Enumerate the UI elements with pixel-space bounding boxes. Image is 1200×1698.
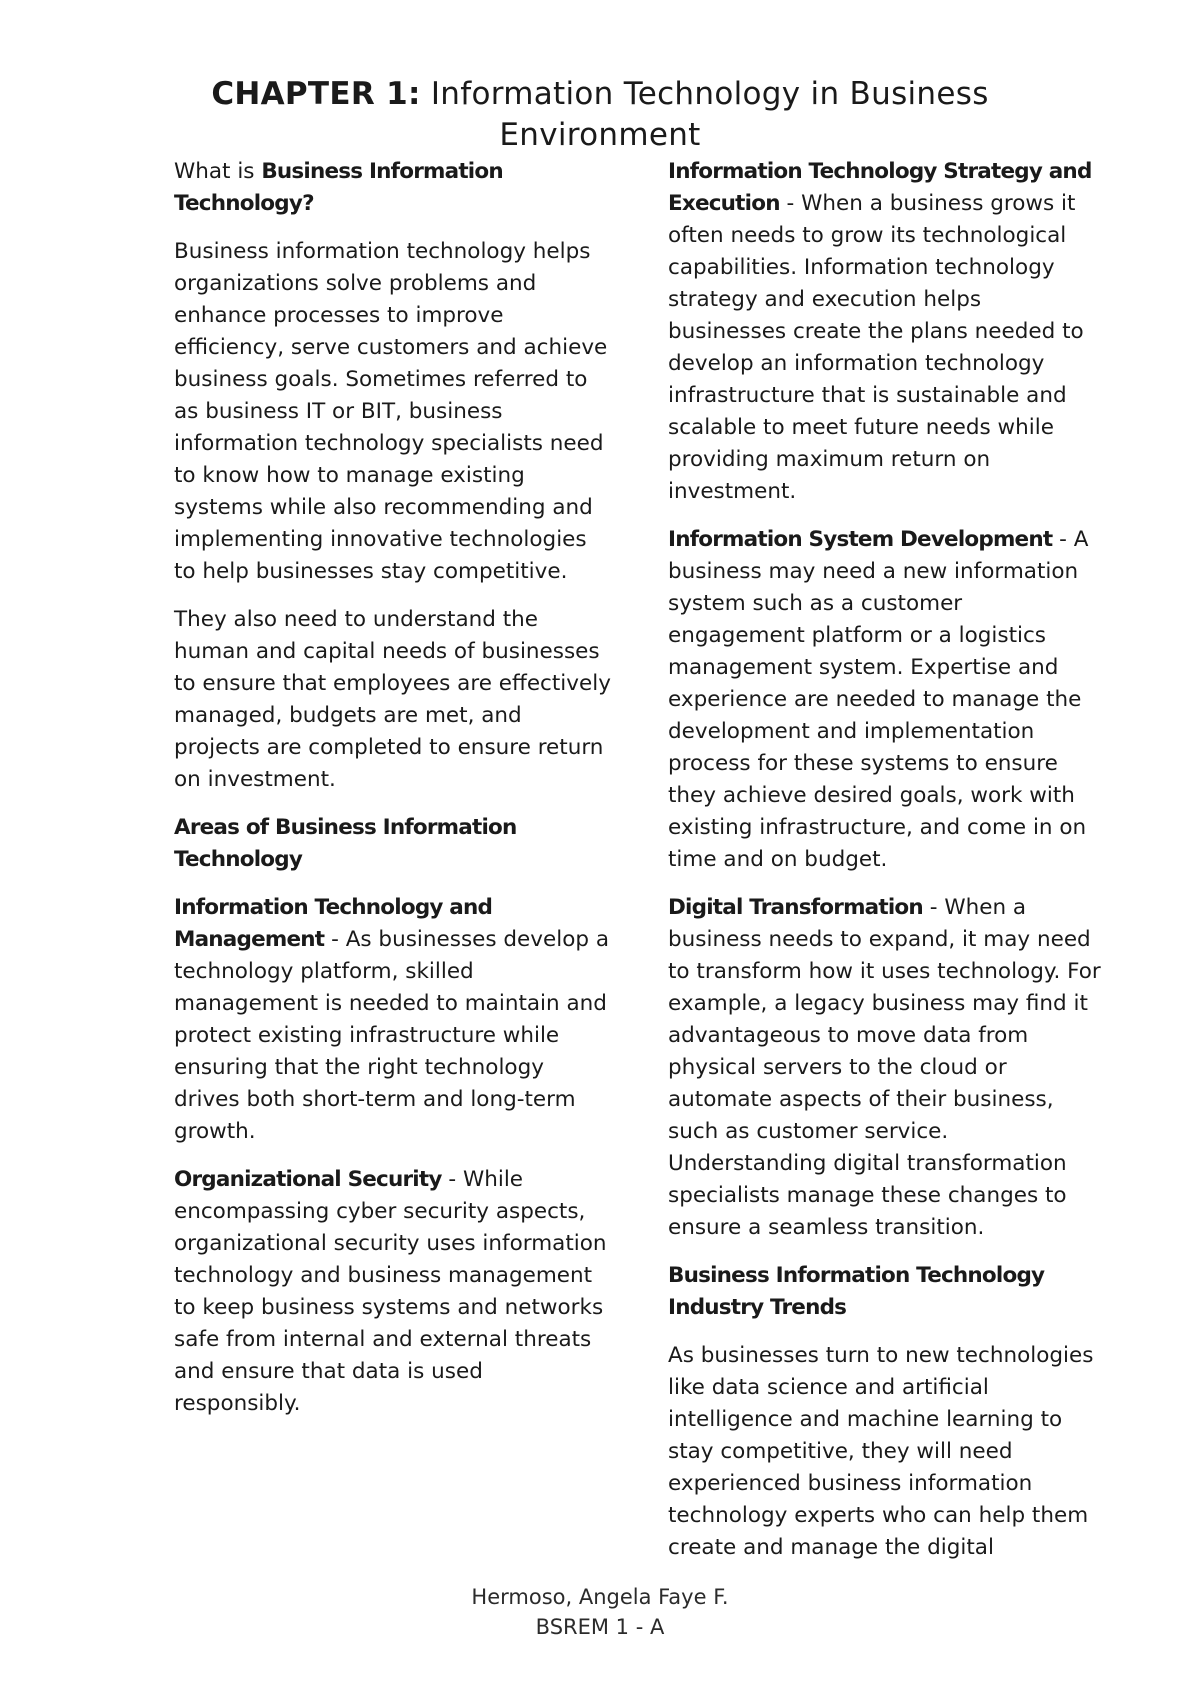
page-footer: [300, 1582, 900, 1642]
itm-paragraph: [174, 892, 612, 1148]
trends-paragraph: As businesses turn to new technologies like data science and artificial intelligence and machine learning to stay competitive, they will need experienced business information technology experts who can help them create and manage the digital: [668, 1343, 1094, 1560]
chapter-label: CHAPTER 1:: [211, 76, 421, 112]
author-name: Hermoso, Angela Faye F.: [471, 1585, 729, 1609]
security-text: - While encompassing cyber security aspects, organizational security uses information technology and business management to keep business systems and networks safe from internal and external threats and ensure that data is used responsibly.: [174, 1167, 607, 1416]
itm-text: - As businesses develop a technology platform, skilled management is needed to maintain and protect existing infrastructure while ensuring that the right technology drives both short-term and long-term growth.: [174, 927, 610, 1144]
chapter-title: [150, 74, 1050, 156]
itm-term: Information Technology and Management: [174, 895, 493, 952]
chapter-title-text: Information Technology in Business Environment: [420, 76, 989, 153]
right-column: [668, 156, 1104, 1580]
security-paragraph: [174, 1164, 612, 1420]
dt-term: Digital Transformation: [668, 895, 923, 920]
isd-term: Information System Development: [668, 527, 1053, 552]
question-bold: Business Information Technology?: [174, 159, 503, 216]
dt-text: - When a business needs to expand, it may need to transform how it uses technology. For example, a legacy business may find it advantageous to move data from physical servers to the cloud or automate aspects of their business, such as customer service. Understanding digital transformation specialists manage these changes to ensure a seamless transition.: [668, 895, 1101, 1240]
question-heading: [174, 156, 612, 220]
intro-paragraph: Business information technology helps organizations solve problems and enhance processes to improve efficiency, serve customers and achieve business goals. Sometimes referred to as business IT or BIT, business information technology specialists need to know how to manage existing systems while also recommending and implementing innovative technologies to help businesses stay competitive.: [174, 239, 608, 584]
second-paragraph: They also need to understand the human and capital needs of businesses to ensure that employees are effectively managed, budgets are met, and projects are completed to ensure return on investment.: [174, 607, 611, 792]
trends-heading: Business Information Technology Industry Trends: [668, 1263, 1045, 1320]
isd-paragraph: [668, 524, 1104, 876]
isd-text: - A business may need a new information system such as a customer engagement platform or a logistics management system. Expertise and experience are needed to manage the development and implementation process for these systems to ensure they achieve desired goals, work with existing infrastructure, and come in on time and on budget.: [668, 527, 1089, 872]
left-column: [174, 156, 612, 1436]
security-term: Organizational Security: [174, 1167, 442, 1192]
strategy-paragraph: [668, 156, 1104, 508]
areas-heading: Areas of Business Information Technology: [174, 815, 517, 872]
dt-paragraph: [668, 892, 1104, 1244]
question-prefix: What is: [174, 159, 262, 184]
author-section: BSREM 1 - A: [535, 1615, 665, 1639]
strategy-text: - When a business grows it often needs to grow its technological capabilities. Information technology strategy and execution helps businesses create the plans needed to develop an information technology infrastructure that is sustainable and scalable to meet future needs while providing maximum return on investment.: [668, 191, 1084, 504]
strategy-term: Information Technology Strategy and Execution: [668, 159, 1092, 216]
